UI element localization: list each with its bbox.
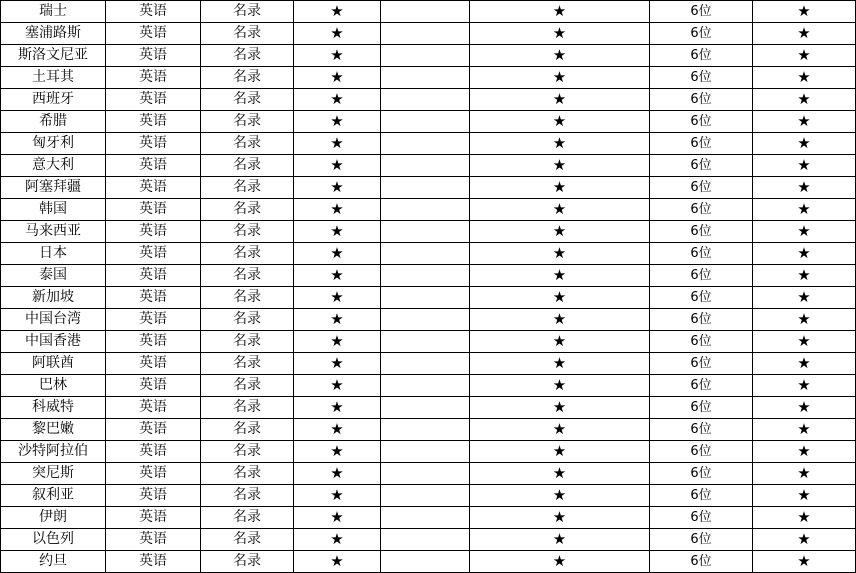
empty-cell [381, 111, 470, 133]
language-cell: 英语 [106, 177, 201, 199]
digits-cell: 6位 [650, 265, 753, 287]
star-mark-cell: ★ [470, 331, 650, 353]
empty-cell [381, 353, 470, 375]
country-cell: 意大利 [1, 155, 106, 177]
star-mark-cell: ★ [294, 89, 381, 111]
digits-cell: 6位 [650, 375, 753, 397]
star-mark-cell: ★ [294, 529, 381, 551]
digits-cell: 6位 [650, 441, 753, 463]
empty-cell [381, 309, 470, 331]
star-mark-cell: ★ [753, 331, 856, 353]
language-cell: 英语 [106, 155, 201, 177]
type-cell: 名录 [201, 463, 294, 485]
star-mark-cell: ★ [470, 375, 650, 397]
type-cell: 名录 [201, 309, 294, 331]
country-cell: 塞浦路斯 [1, 23, 106, 45]
table-row [1, 287, 856, 309]
star-mark-cell: ★ [294, 551, 381, 573]
table-row [1, 485, 856, 507]
language-cell: 英语 [106, 397, 201, 419]
digits-cell: 6位 [650, 221, 753, 243]
type-cell: 名录 [201, 111, 294, 133]
digits-cell: 6位 [650, 1, 753, 23]
star-mark-cell: ★ [470, 353, 650, 375]
star-mark-cell: ★ [294, 23, 381, 45]
star-mark-cell: ★ [294, 353, 381, 375]
digits-cell: 6位 [650, 23, 753, 45]
table-row [1, 177, 856, 199]
table-row [1, 89, 856, 111]
star-mark-cell: ★ [294, 463, 381, 485]
country-cell: 马来西亚 [1, 221, 106, 243]
star-mark-cell: ★ [753, 353, 856, 375]
star-mark-cell: ★ [294, 287, 381, 309]
digits-cell: 6位 [650, 485, 753, 507]
star-mark-cell: ★ [470, 243, 650, 265]
type-cell: 名录 [201, 155, 294, 177]
language-cell: 英语 [106, 111, 201, 133]
table-row [1, 155, 856, 177]
digits-cell: 6位 [650, 287, 753, 309]
language-cell: 英语 [106, 331, 201, 353]
digits-cell: 6位 [650, 331, 753, 353]
star-mark-cell: ★ [294, 221, 381, 243]
empty-cell [381, 529, 470, 551]
language-cell: 英语 [106, 67, 201, 89]
star-mark-cell: ★ [753, 67, 856, 89]
star-mark-cell: ★ [294, 309, 381, 331]
star-mark-cell: ★ [470, 111, 650, 133]
digits-cell: 6位 [650, 67, 753, 89]
star-mark-cell: ★ [753, 133, 856, 155]
table-row [1, 419, 856, 441]
star-mark-cell: ★ [470, 45, 650, 67]
empty-cell [381, 485, 470, 507]
table-row [1, 23, 856, 45]
country-cell: 黎巴嫩 [1, 419, 106, 441]
star-mark-cell: ★ [294, 67, 381, 89]
star-mark-cell: ★ [470, 507, 650, 529]
type-cell: 名录 [201, 133, 294, 155]
star-mark-cell: ★ [470, 463, 650, 485]
star-mark-cell: ★ [753, 441, 856, 463]
star-mark-cell: ★ [294, 45, 381, 67]
star-mark-cell: ★ [294, 199, 381, 221]
table-row [1, 397, 856, 419]
language-cell: 英语 [106, 199, 201, 221]
table-row [1, 221, 856, 243]
empty-cell [381, 199, 470, 221]
star-mark-cell: ★ [470, 419, 650, 441]
star-mark-cell: ★ [753, 111, 856, 133]
table-row [1, 463, 856, 485]
digits-cell: 6位 [650, 133, 753, 155]
star-mark-cell: ★ [470, 199, 650, 221]
type-cell: 名录 [201, 199, 294, 221]
star-mark-cell: ★ [753, 397, 856, 419]
star-mark-cell: ★ [753, 507, 856, 529]
empty-cell [381, 155, 470, 177]
type-cell: 名录 [201, 397, 294, 419]
country-cell: 阿联酋 [1, 353, 106, 375]
table-row [1, 45, 856, 67]
digits-cell: 6位 [650, 243, 753, 265]
table-row [1, 353, 856, 375]
country-cell: 西班牙 [1, 89, 106, 111]
digits-cell: 6位 [650, 551, 753, 573]
star-mark-cell: ★ [470, 287, 650, 309]
star-mark-cell: ★ [753, 309, 856, 331]
star-mark-cell: ★ [294, 133, 381, 155]
type-cell: 名录 [201, 67, 294, 89]
country-cell: 希腊 [1, 111, 106, 133]
table-row [1, 1, 856, 23]
country-cell: 新加坡 [1, 287, 106, 309]
star-mark-cell: ★ [294, 397, 381, 419]
language-cell: 英语 [106, 485, 201, 507]
empty-cell [381, 243, 470, 265]
star-mark-cell: ★ [470, 133, 650, 155]
country-cell: 科威特 [1, 397, 106, 419]
empty-cell [381, 1, 470, 23]
country-cell: 突尼斯 [1, 463, 106, 485]
country-cell: 阿塞拜疆 [1, 177, 106, 199]
type-cell: 名录 [201, 507, 294, 529]
empty-cell [381, 23, 470, 45]
digits-cell: 6位 [650, 199, 753, 221]
star-mark-cell: ★ [294, 331, 381, 353]
country-cell: 土耳其 [1, 67, 106, 89]
star-mark-cell: ★ [753, 243, 856, 265]
language-cell: 英语 [106, 45, 201, 67]
type-cell: 名录 [201, 331, 294, 353]
star-mark-cell: ★ [294, 419, 381, 441]
star-mark-cell: ★ [753, 551, 856, 573]
empty-cell [381, 177, 470, 199]
star-mark-cell: ★ [753, 199, 856, 221]
country-cell: 斯洛文尼亚 [1, 45, 106, 67]
star-mark-cell: ★ [470, 23, 650, 45]
digits-cell: 6位 [650, 177, 753, 199]
country-cell: 瑞士 [1, 1, 106, 23]
empty-cell [381, 551, 470, 573]
country-cell: 中国香港 [1, 331, 106, 353]
language-cell: 英语 [106, 221, 201, 243]
empty-cell [381, 375, 470, 397]
table-body [1, 1, 856, 573]
empty-cell [381, 133, 470, 155]
type-cell: 名录 [201, 441, 294, 463]
country-cell: 巴林 [1, 375, 106, 397]
country-cell: 中国台湾 [1, 309, 106, 331]
table-row [1, 309, 856, 331]
language-cell: 英语 [106, 1, 201, 23]
language-cell: 英语 [106, 507, 201, 529]
star-mark-cell: ★ [753, 463, 856, 485]
table-row [1, 111, 856, 133]
digits-cell: 6位 [650, 507, 753, 529]
country-cell: 匈牙利 [1, 133, 106, 155]
star-mark-cell: ★ [470, 551, 650, 573]
table-row [1, 265, 856, 287]
language-cell: 英语 [106, 309, 201, 331]
empty-cell [381, 397, 470, 419]
type-cell: 名录 [201, 419, 294, 441]
star-mark-cell: ★ [470, 441, 650, 463]
country-cell: 以色列 [1, 529, 106, 551]
star-mark-cell: ★ [294, 111, 381, 133]
type-cell: 名录 [201, 177, 294, 199]
digits-cell: 6位 [650, 397, 753, 419]
digits-cell: 6位 [650, 155, 753, 177]
table-row [1, 331, 856, 353]
country-cell: 伊朗 [1, 507, 106, 529]
empty-cell [381, 507, 470, 529]
country-cell: 泰国 [1, 265, 106, 287]
star-mark-cell: ★ [753, 375, 856, 397]
star-mark-cell: ★ [753, 23, 856, 45]
star-mark-cell: ★ [294, 507, 381, 529]
digits-cell: 6位 [650, 463, 753, 485]
country-cell: 叙利亚 [1, 485, 106, 507]
language-cell: 英语 [106, 353, 201, 375]
empty-cell [381, 331, 470, 353]
star-mark-cell: ★ [470, 177, 650, 199]
language-cell: 英语 [106, 287, 201, 309]
empty-cell [381, 419, 470, 441]
empty-cell [381, 287, 470, 309]
star-mark-cell: ★ [294, 375, 381, 397]
language-cell: 英语 [106, 441, 201, 463]
star-mark-cell: ★ [470, 397, 650, 419]
type-cell: 名录 [201, 221, 294, 243]
digits-cell: 6位 [650, 309, 753, 331]
star-mark-cell: ★ [753, 45, 856, 67]
star-mark-cell: ★ [753, 89, 856, 111]
country-cell: 约旦 [1, 551, 106, 573]
star-mark-cell: ★ [470, 529, 650, 551]
language-cell: 英语 [106, 89, 201, 111]
type-cell: 名录 [201, 375, 294, 397]
country-cell: 韩国 [1, 199, 106, 221]
type-cell: 名录 [201, 529, 294, 551]
star-mark-cell: ★ [753, 529, 856, 551]
digits-cell: 6位 [650, 45, 753, 67]
star-mark-cell: ★ [753, 265, 856, 287]
empty-cell [381, 463, 470, 485]
digits-cell: 6位 [650, 111, 753, 133]
digits-cell: 6位 [650, 353, 753, 375]
star-mark-cell: ★ [470, 221, 650, 243]
table-row [1, 199, 856, 221]
empty-cell [381, 221, 470, 243]
star-mark-cell: ★ [294, 485, 381, 507]
type-cell: 名录 [201, 265, 294, 287]
star-mark-cell: ★ [470, 89, 650, 111]
star-mark-cell: ★ [470, 1, 650, 23]
star-mark-cell: ★ [470, 67, 650, 89]
digits-cell: 6位 [650, 529, 753, 551]
empty-cell [381, 67, 470, 89]
star-mark-cell: ★ [294, 155, 381, 177]
table-row [1, 441, 856, 463]
language-cell: 英语 [106, 419, 201, 441]
language-cell: 英语 [106, 265, 201, 287]
country-cell: 沙特阿拉伯 [1, 441, 106, 463]
language-cell: 英语 [106, 23, 201, 45]
star-mark-cell: ★ [294, 441, 381, 463]
table-row [1, 551, 856, 573]
empty-cell [381, 89, 470, 111]
type-cell: 名录 [201, 287, 294, 309]
empty-cell [381, 265, 470, 287]
type-cell: 名录 [201, 485, 294, 507]
star-mark-cell: ★ [753, 485, 856, 507]
type-cell: 名录 [201, 243, 294, 265]
star-mark-cell: ★ [753, 1, 856, 23]
type-cell: 名录 [201, 551, 294, 573]
digits-cell: 6位 [650, 419, 753, 441]
star-mark-cell: ★ [753, 155, 856, 177]
table-row [1, 133, 856, 155]
language-cell: 英语 [106, 375, 201, 397]
language-cell: 英语 [106, 463, 201, 485]
language-cell: 英语 [106, 529, 201, 551]
star-mark-cell: ★ [470, 155, 650, 177]
star-mark-cell: ★ [753, 419, 856, 441]
language-cell: 英语 [106, 133, 201, 155]
star-mark-cell: ★ [294, 243, 381, 265]
star-mark-cell: ★ [470, 309, 650, 331]
star-mark-cell: ★ [753, 177, 856, 199]
language-cell: 英语 [106, 551, 201, 573]
type-cell: 名录 [201, 89, 294, 111]
type-cell: 名录 [201, 353, 294, 375]
star-mark-cell: ★ [294, 177, 381, 199]
star-mark-cell: ★ [470, 265, 650, 287]
star-mark-cell: ★ [753, 221, 856, 243]
type-cell: 名录 [201, 45, 294, 67]
table-row [1, 67, 856, 89]
digits-cell: 6位 [650, 89, 753, 111]
star-mark-cell: ★ [294, 1, 381, 23]
country-cell: 日本 [1, 243, 106, 265]
star-mark-cell: ★ [753, 287, 856, 309]
language-cell: 英语 [106, 243, 201, 265]
table-row [1, 243, 856, 265]
star-mark-cell: ★ [294, 265, 381, 287]
type-cell: 名录 [201, 1, 294, 23]
empty-cell [381, 441, 470, 463]
table-row [1, 529, 856, 551]
type-cell: 名录 [201, 23, 294, 45]
table-row [1, 507, 856, 529]
table-row [1, 375, 856, 397]
star-mark-cell: ★ [470, 485, 650, 507]
empty-cell [381, 45, 470, 67]
